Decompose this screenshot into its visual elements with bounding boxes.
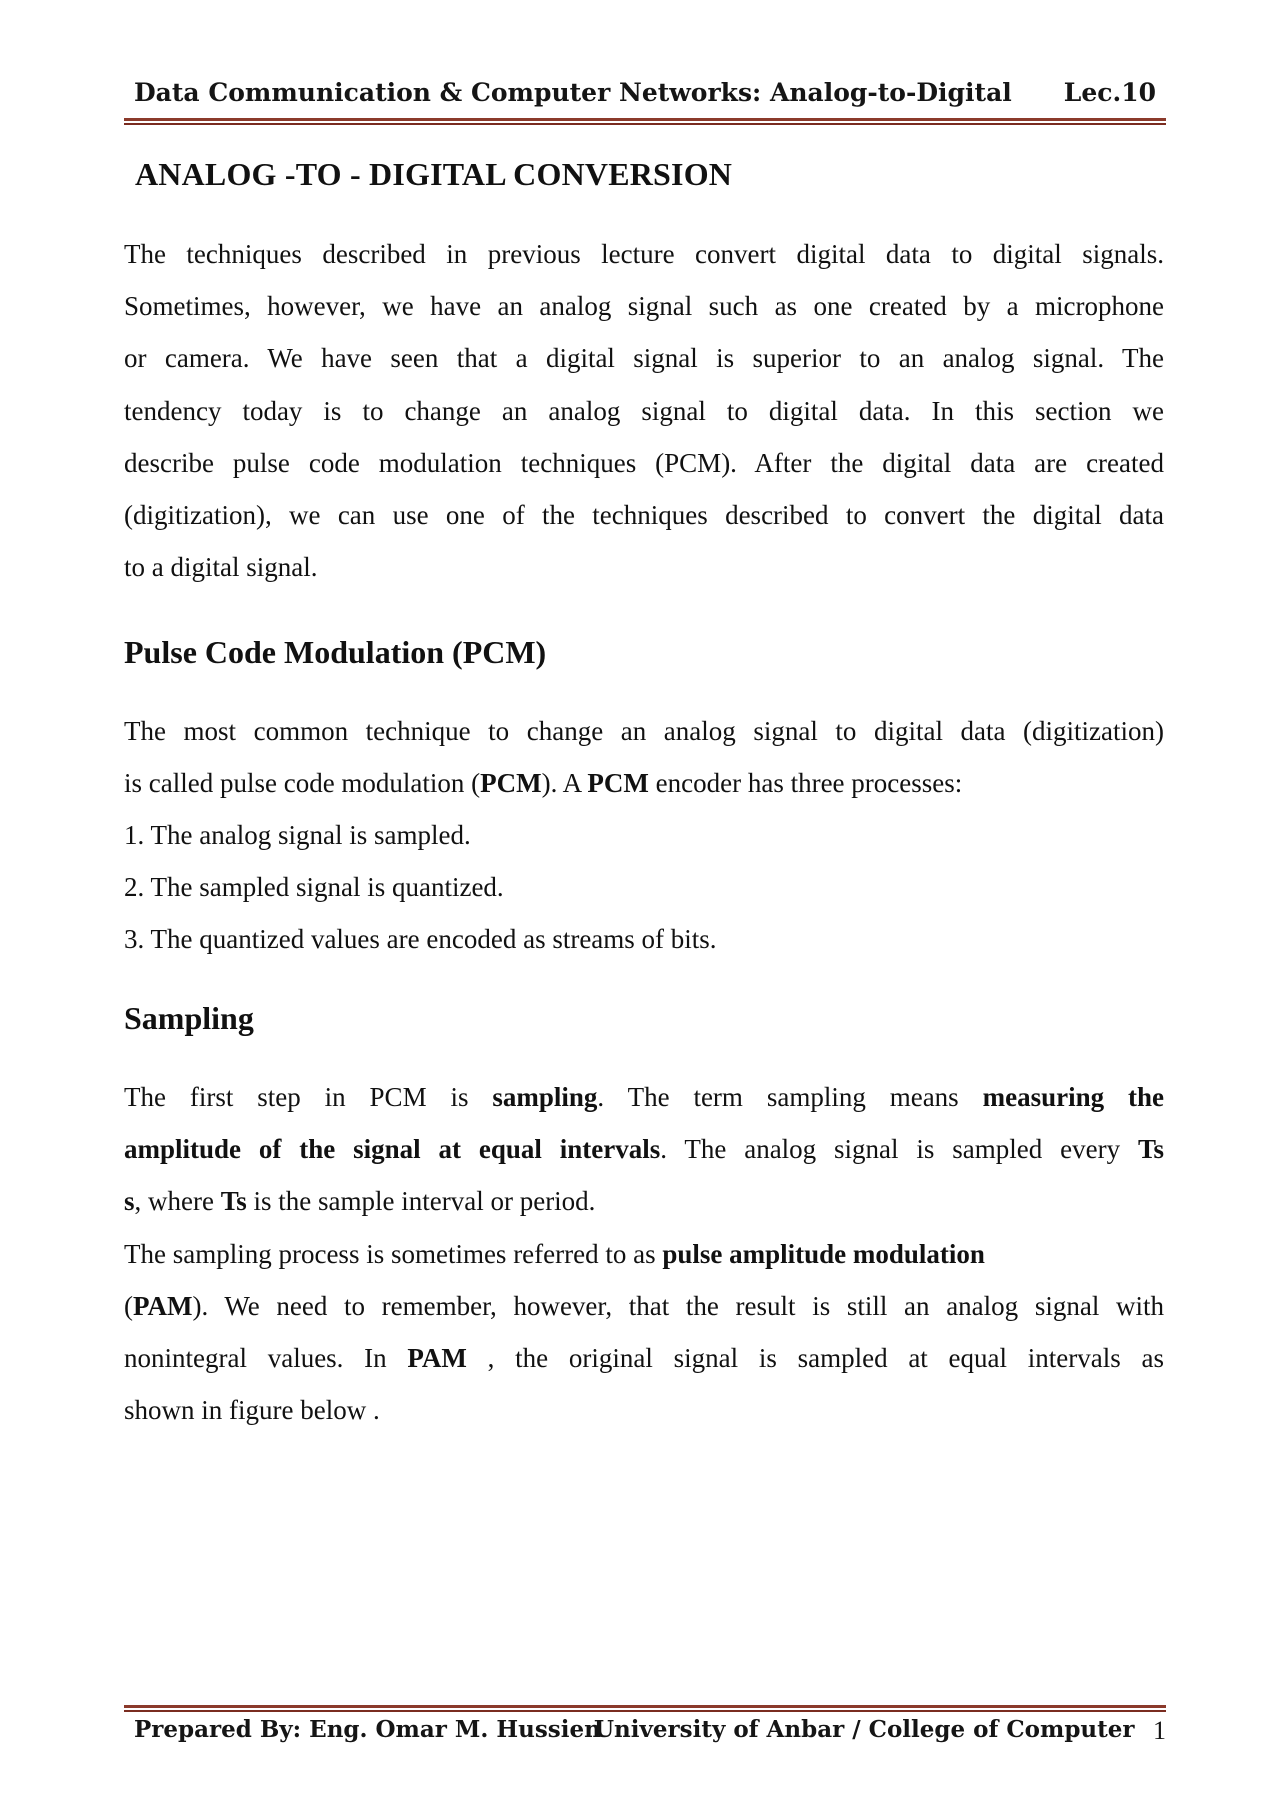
list-item: 1. The analog signal is sampled. bbox=[124, 820, 471, 850]
intro-line: (digitization), we can use one of the techniques described to convert the digital data bbox=[124, 500, 1164, 531]
intro-line: to a digital signal. bbox=[124, 552, 318, 583]
list-item: 2. The sampled signal is quantized. bbox=[124, 872, 504, 903]
page-header bbox=[124, 78, 1166, 107]
page-number: 1 bbox=[1153, 1716, 1166, 1745]
intro-line: or camera. We have seen that a digital signal is superior to an analog signal. The bbox=[124, 343, 1164, 374]
sampling-line: s, where Ts is the sample interval or period. bbox=[124, 1186, 596, 1217]
header-title: Data Communication & Computer Networks: Analog-to-Digital bbox=[134, 78, 1012, 107]
sampling-line: The sampling process is sometimes referred to as pulse amplitude modulation bbox=[124, 1238, 985, 1269]
intro-line: tendency today is to change an analog signal to digital data. In this section we bbox=[124, 395, 1164, 426]
page-footer bbox=[124, 1716, 1166, 1756]
sampling-paragraph bbox=[124, 1071, 1164, 1436]
pcm-paragraph bbox=[124, 705, 1164, 809]
intro-line: Sometimes, however, we have an analog signal such as one created by a microphone bbox=[124, 291, 1164, 322]
main-title: ANALOG -TO - DIGITAL CONVERSION bbox=[135, 156, 733, 192]
intro-line: The techniques described in previous lecture convert digital data to digital signals. bbox=[124, 239, 1164, 269]
footer-university: University of Anbar / College of Computer bbox=[594, 1716, 1135, 1743]
header-rule bbox=[124, 118, 1166, 121]
pcm-heading: Pulse Code Modulation (PCM) bbox=[124, 634, 547, 670]
lecture-number: Lec.10 bbox=[1063, 78, 1156, 107]
sampling-line: shown in figure below . bbox=[124, 1395, 380, 1426]
pcm-steps bbox=[124, 809, 1164, 966]
pcm-line: is called pulse code modulation (PCM). A PCM encoder has three processes: bbox=[124, 768, 963, 799]
footer-rule bbox=[124, 1705, 1166, 1708]
sampling-heading: Sampling bbox=[124, 1000, 254, 1036]
footer-author: Prepared By: Eng. Omar M. Hussien bbox=[134, 1716, 601, 1743]
footer-rule-thin bbox=[124, 1710, 1166, 1712]
header-rule-thin bbox=[124, 123, 1166, 125]
list-item: 3. The quantized values are encoded as streams of bits. bbox=[124, 924, 717, 955]
sampling-line: amplitude of the signal at equal intervals. The analog signal is sampled every Ts bbox=[124, 1134, 1164, 1165]
intro-line: describe pulse code modulation techniques (PCM). After the digital data are created bbox=[124, 447, 1164, 478]
sampling-line: nonintegral values. In PAM , the original signal is sampled at equal intervals as bbox=[124, 1343, 1164, 1374]
intro-paragraph bbox=[124, 228, 1164, 593]
sampling-line: The first step in PCM is sampling. The term sampling means measuring the bbox=[124, 1082, 1164, 1112]
sampling-line: (PAM). We need to remember, however, that the result is still an analog signal with bbox=[124, 1290, 1164, 1321]
pcm-line: The most common technique to change an analog signal to digital data (digitization) bbox=[124, 716, 1164, 746]
